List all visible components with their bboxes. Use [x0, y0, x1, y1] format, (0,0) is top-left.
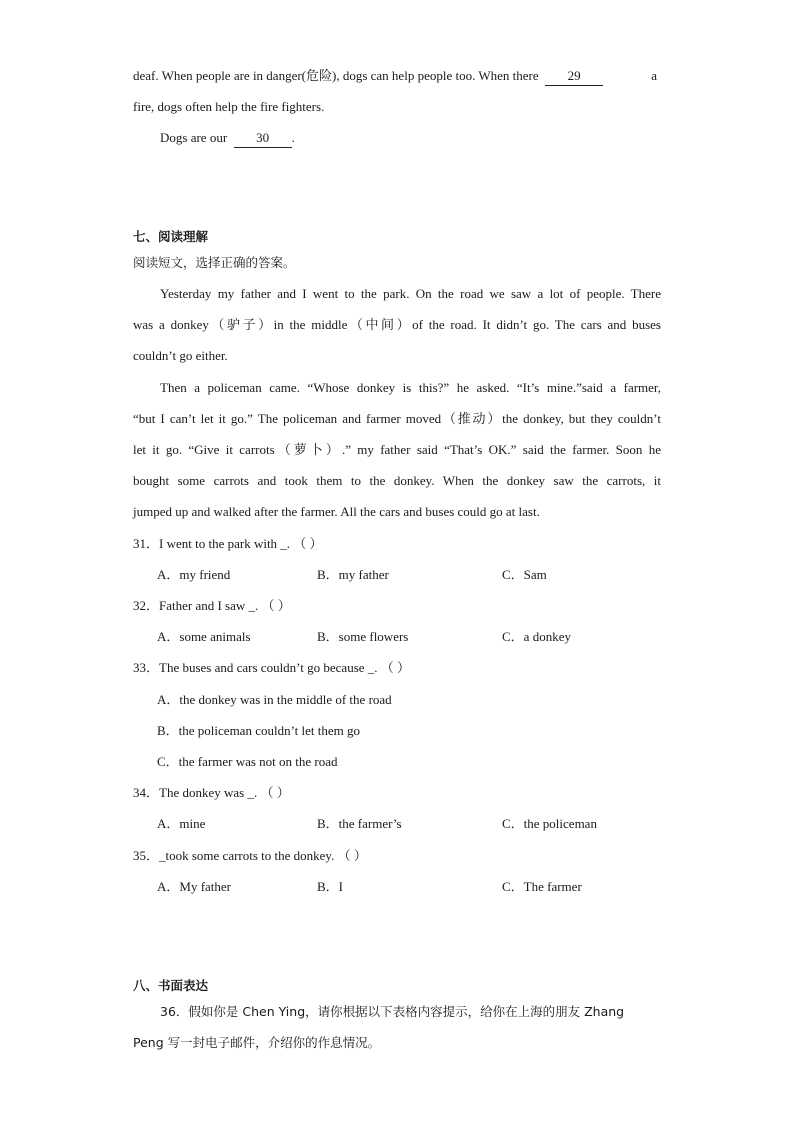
passage-line: bought some carrots and took them to the donkey. When the donkey saw the carrots, it [133, 473, 661, 488]
passage-line: Yesterday my father and I went to the park. On the road we saw a lot of people. There [160, 286, 661, 301]
passage-line: jumped up and walked after the farmer. All the cars and buses could go at last. [133, 504, 540, 519]
writing-prompt-line-2: Peng 写一封电子邮件，介绍你的作息情况。 [133, 1035, 381, 1050]
text-segment: a [651, 68, 657, 83]
option-b[interactable]: B．some flowers [317, 629, 409, 644]
question-stem: 32．Father and I saw _. （ ） [133, 598, 291, 613]
option-a[interactable]: A．My father [157, 879, 232, 894]
option-a[interactable]: A．mine [157, 816, 206, 831]
section-8-title: 八、书面表达 [133, 978, 209, 993]
option-b[interactable]: B．the farmer’s [317, 816, 402, 831]
option-c[interactable]: C．the policeman [502, 816, 597, 831]
option-b[interactable]: B．my father [317, 567, 389, 582]
section-7-title: 七、阅读理解 [133, 229, 209, 244]
answer-blank-29: 29 [545, 67, 603, 86]
option-c[interactable]: C．the farmer was not on the road [157, 754, 338, 769]
passage-continuation-line-2: fire, dogs often help the fire fighters. [133, 99, 325, 114]
option-b[interactable]: B．I [317, 879, 344, 894]
question-stem: 35．_took some carrots to the donkey. （ ） [133, 848, 367, 863]
option-c[interactable]: C．The farmer [502, 879, 582, 894]
question-stem: 33．The buses and cars couldn’t go because _. （ ） [133, 660, 411, 675]
passage-line: was a donkey（驴子）in the middle（中间）of the road. It didn’t go. The cars and buses [133, 317, 661, 332]
section-7-instruction: 阅读短文，选择正确的答案。 [133, 255, 296, 270]
passage-line: Then a policeman came. “Whose donkey is this?” he asked. “It’s mine.”said a farmer, [160, 380, 661, 395]
text-segment: Dogs are our [160, 130, 228, 145]
passage-line: let it go. “Give it carrots（萝卜）.” my father said “That’s OK.” said the farmer. Soon he [133, 442, 661, 457]
option-a[interactable]: A．my friend [157, 567, 231, 582]
text-segment: deaf. When people are in danger(危险), dogs can help people too. When there [133, 68, 539, 83]
passage-continuation-line-1 [133, 67, 661, 86]
passage-line: “but I can’t let it go.” The policeman and farmer moved（推动）the donkey, but they couldn’t [133, 411, 661, 426]
passage-continuation-line-3 [160, 129, 688, 148]
option-c[interactable]: C．Sam [502, 567, 547, 582]
option-b[interactable]: B．the policeman couldn’t let them go [157, 723, 361, 738]
option-c[interactable]: C．a donkey [502, 629, 571, 644]
option-a[interactable]: A．the donkey was in the middle of the road [157, 692, 392, 707]
question-stem: 31．I went to the park with _. （ ） [133, 536, 323, 551]
question-stem: 34．The donkey was _. （ ） [133, 785, 290, 800]
option-a[interactable]: A．some animals [157, 629, 251, 644]
writing-prompt-line-1: 36．假如你是 Chen Ying，请你根据以下表格内容提示，给你在上海的朋友 Zhang [160, 1004, 625, 1019]
text-segment: . [291, 130, 295, 145]
passage-line: couldn’t go either. [133, 348, 228, 363]
answer-blank-30: 30 [234, 129, 292, 148]
